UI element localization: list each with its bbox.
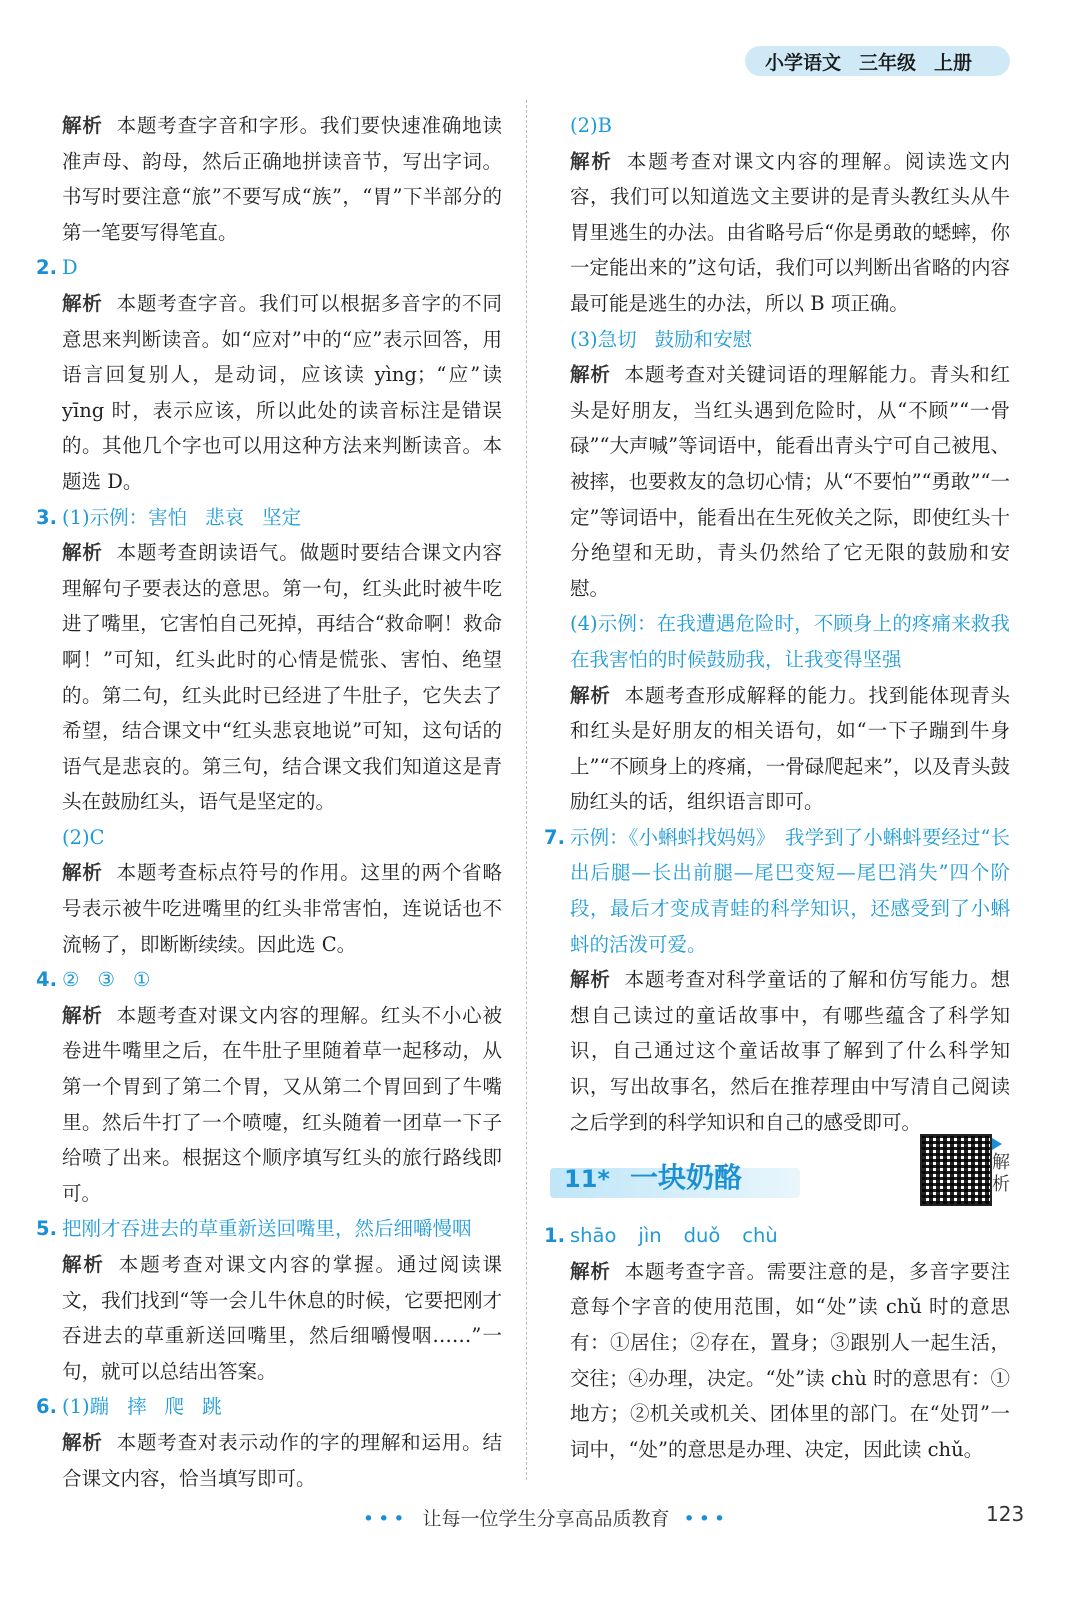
q6-answer: 6. (1)蹦 摔 爬 跳: [36, 1395, 222, 1419]
q3-analysis-1: 解析 本题考查朗读语气。做题时要结合课文内容理解句子要表达的意思。第一句，红头此时被牛吃进了嘴里，它害怕自己死掉，再结合“救命啊！救命啊！”可知，红头此时的心情是慌张、害怕、绝望的。第二句，红头此时已经进了牛肚子，它失去了希望，结合课文中“红头悲哀地说”可知，这句话的语气是悲哀的。第三句，结合课文我们知道这是青头在鼓励红头，语气是坚定的。: [62, 541, 502, 814]
q4-analysis: 解析 本题考查对课文内容的理解。红头不小心被卷进牛嘴里之后，在牛肚子里随着草一起移动，从第一个胃到了第二个胃，又从第二个胃回到了牛嘴里。然后牛打了一个喷嚏，红头随着一团草一下子给喷了出来。根据这个顺序填写红头的旅行路线即可。: [62, 1003, 502, 1205]
q6-analysis: 解析 本题考查对表示动作的字的理解和运用。结合课文内容，恰当填写即可。: [62, 1430, 502, 1490]
lesson-q1-analysis: 解析 本题考查字音。需要注意的是，多音字要注意每个字音的使用范围，如“处”读 chǔ 时的意思有：①居住；②存在，置身；③跟别人一起生活，交往；④办理，决定。“处”读 chù 时的意思有：①地方；②机关或机关、团体里的部门。在“处罚”一词中，“处”的意思是办理、决定，因此读 chǔ。: [570, 1259, 1010, 1461]
column-divider: [526, 100, 527, 1480]
footer-dots-left: •••: [362, 1508, 409, 1530]
q2-analysis: 解析 本题考查字音。我们可以根据多音字的不同意思来判断读音。如“应对”中的“应”表示回答，用语言回复别人，是动词，应该读 yìng；“应”读 yīng 时，表示应该，所以此处的读音标注是错误的。其他几个字也可以用这种方法来判断读音。本题选 D。: [62, 291, 502, 493]
qr-code-icon[interactable]: [920, 1134, 992, 1206]
q4-answer: 4. ② ③ ①: [36, 968, 151, 992]
q7-analysis: 解析 本题考查对科学童话的了解和仿写能力。想想自己读过的童话故事中，有哪些蕴含了科学知识，自己通过这个童话故事了解到了什么科学知识，写出故事名，然后在推荐理由中写清自己阅读之后学到的科学知识和自己的感受即可。: [570, 968, 1010, 1134]
q6b-analysis: 解析 本题考查对课文内容的理解。阅读选文内容，我们可以知道选文主要讲的是青头教红头从牛胃里逃生的办法。由省略号后“你是勇敢的蟋蟀，你一定能出来的”这句话，我们可以判断出省略的内容最可能是逃生的办法，所以 B 项正确。: [570, 149, 1010, 315]
header-band: [745, 46, 1010, 76]
lesson-title: 一块奶酪: [630, 1161, 743, 1195]
q6c-analysis: 解析 本题考查对关键词语的理解能力。青头和红头是好朋友，当红头遇到危险时，从“不顾”“一骨碌”“大声喊”等词语中，能看出青头宁可自己被甩、被摔，也要救友的急切心情；从“不要怕”“勇敢”“一定”等词语中，能看出在生死攸关之际，即使红头十分绝望和无助，青头仍然给了它无限的鼓励和安慰。: [570, 363, 1010, 600]
header-grade: 三年级: [859, 51, 917, 74]
lesson-number: 11*: [564, 1165, 610, 1194]
q5-analysis: 解析 本题考查对课文内容的掌握。通过阅读课文，我们找到“等一会儿牛休息的时候，它要把刚才吞进去的草重新送回嘴里，然后细嚼慢咽……”一句，就可以总结出答案。: [62, 1253, 502, 1383]
q6c-answer: (3)急切 鼓励和安慰: [570, 327, 753, 351]
right-column: [544, 108, 1030, 1467]
intro-analysis: 解析 本题考查字音和字形。我们要快速准确地读准声母、韵母，然后正确地拼读音节，写出字词。书写时要注意“旅”不要写成“族”，“胃”下半部分的第一笔要写得笔直。: [62, 114, 502, 244]
header-subject: 小学语文: [765, 51, 842, 74]
qr-label[interactable]: 解析: [992, 1138, 1014, 1196]
left-column: [36, 108, 502, 1496]
q7-answer: 7. 示例：《小蝌蚪找妈妈》 我学到了小蝌蚪要经过“长出后腿—长出前腿—尾巴变短—尾巴消失”四个阶段，最后才变成青蛙的科学知识，还感受到了小蝌蚪的活泼可爱。: [544, 825, 1010, 956]
q6d-answer: (4)示例：在我遭遇危险时，不顾身上的疼痛来救我 在我害怕的时候鼓励我，让我变得坚强: [570, 612, 1030, 671]
q5-answer: 5. 把刚才吞进去的草重新送回嘴里，然后细嚼慢咽: [36, 1217, 472, 1241]
q3-answer: 3. (1)示例：害怕 悲哀 坚定: [36, 505, 302, 529]
q2-answer: 2. D: [36, 256, 78, 280]
q6b-answer: (2)B: [570, 114, 612, 137]
page-number: 123: [986, 1502, 1025, 1526]
footer-slogan: 让每一位学生分享高品质教育: [422, 1508, 670, 1530]
lesson-heading: [550, 1152, 1010, 1206]
q3-answer-2: (2)C: [62, 825, 105, 849]
footer-dots-right: •••: [683, 1508, 730, 1530]
q6d-analysis: 解析 本题考查形成解释的能力。找到能体现青头和红头是好朋友的相关语句，如“一下子蹦到牛身上”“不顾身上的疼痛，一骨碌爬起来”，以及青头鼓励红头的话，组织语言即可。: [570, 683, 1010, 814]
header-volume: 上册: [934, 51, 973, 74]
play-icon: [992, 1138, 1002, 1150]
q3-analysis-2: 解析 本题考查标点符号的作用。这里的两个省略号表示被牛吃进嘴里的红头非常害怕，连说话也不流畅了，即断断续续。因此选 C。: [62, 861, 502, 956]
footer: [0, 1504, 1092, 1531]
lesson-q1-answer: 1. shāo jìn duǒ chù: [544, 1224, 778, 1248]
